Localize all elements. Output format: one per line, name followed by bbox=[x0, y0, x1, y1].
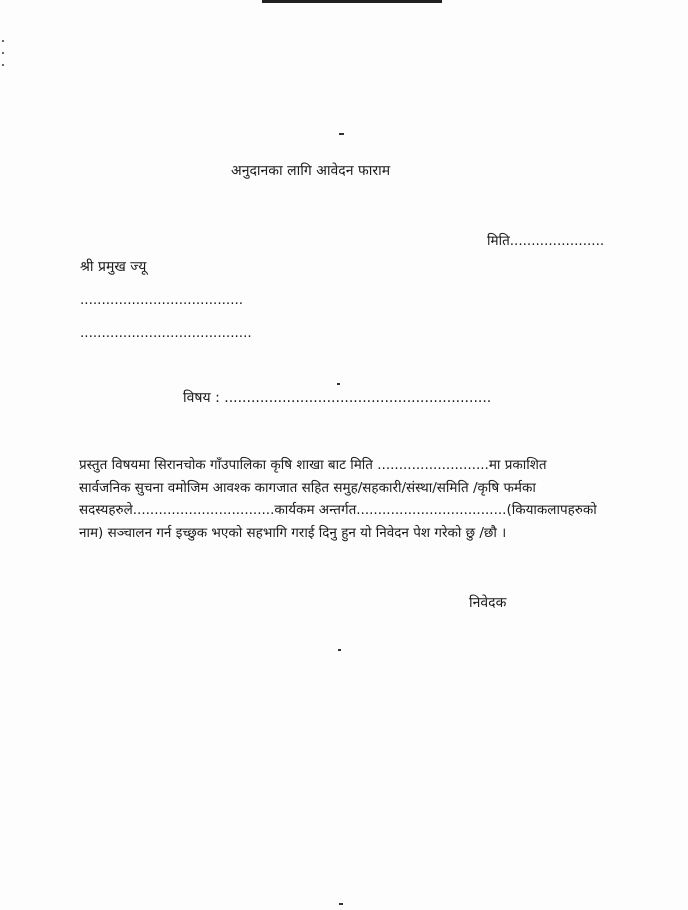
form-title: अनुदानका लागि आवेदन फाराम bbox=[231, 163, 391, 179]
address-blank-line-1[interactable]: ...................................... bbox=[80, 292, 244, 308]
subject-field[interactable]: विषय : ............................................................ bbox=[183, 390, 492, 406]
scan-speck bbox=[339, 133, 344, 135]
signer-label: निवेदक bbox=[469, 595, 507, 611]
addressee: श्री प्रमुख ज्यू bbox=[80, 259, 147, 275]
body-line: सार्वजनिक सुचना वमोजिम आवश्क कागजात सहित समुह/सहकारी/संस्था/समिति /कृषि फर्मका bbox=[79, 479, 536, 496]
scan-edge-mark bbox=[2, 52, 4, 54]
body-line: नाम) सञ्चालन गर्न इच्छुक भएको सहभागि गराई दिनु हुन यो निवेदन पेश गरेको छु /छौ । bbox=[79, 524, 507, 541]
scan-speck bbox=[337, 383, 340, 385]
application-body bbox=[79, 454, 619, 544]
body-line: सदस्यहरुले.................................कार्यकम अन्तर्गत...................................(कियाकलापहरुको bbox=[79, 502, 597, 518]
scan-top-border bbox=[262, 0, 442, 3]
scan-speck bbox=[339, 903, 343, 905]
address-blank-line-2[interactable]: ........................................ bbox=[80, 325, 252, 341]
body-line: प्रस्तुत विषयमा सिरानचोक गाँउपालिका कृषि शाखा बाट मिति ..........................मा प्रकाशित bbox=[79, 457, 547, 473]
date-field[interactable]: मिति...................... bbox=[487, 233, 605, 249]
scan-speck bbox=[338, 649, 341, 651]
scan-edge-mark bbox=[2, 40, 4, 42]
scan-edge-mark bbox=[2, 64, 4, 66]
